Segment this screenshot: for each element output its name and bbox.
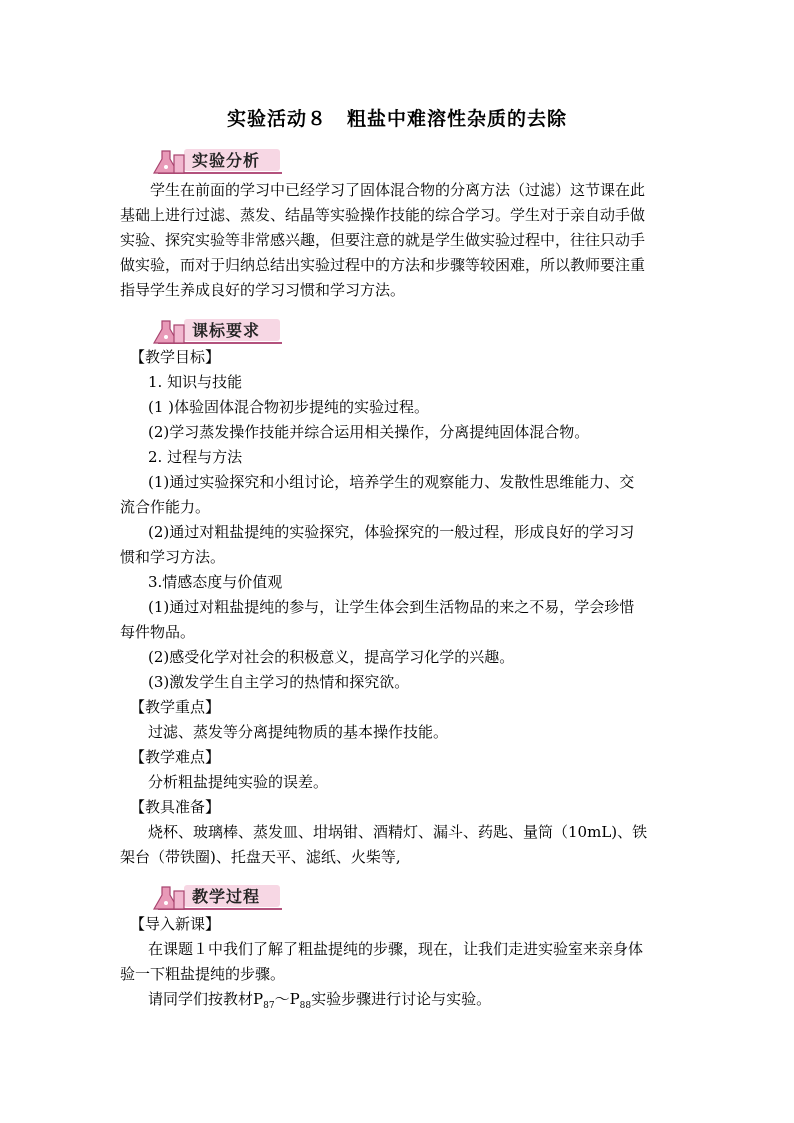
analysis-line: 指导学生养成良好的学习习惯和学习方法。 [120,281,406,299]
analysis-line: 实验、探究实验等非常感兴趣，但要注意的就是学生做实验过程中，往往只动手 [120,231,646,249]
section-badge-analysis [150,143,290,179]
instruction-pre: 请同学们按教材 [148,990,254,1008]
range-tilde: ～ [274,990,290,1008]
knowledge-heading: 1. 知识与技能 [148,373,243,391]
goals-heading: 【教学目标】 [130,348,221,366]
section-title: 教学过程 [192,887,261,906]
process-item: (1)通过实验探究和小组讨论，培养学生的观察能力、发散性思维能力、交 [148,473,635,491]
analysis-line: 基础上进行过滤、蒸发、结晶等实验操作技能的综合学习。学生对于亲自动手做 [120,206,646,224]
emotion-item-cont: 每件物品。 [120,623,196,641]
page-ref-start-num: 87 [263,1001,275,1011]
emotion-item: (1)通过对粗盐提纯的参与，让学生体会到生活物品的来之不易，学会珍惜 [148,598,635,616]
page-ref-end-num: 88 [299,1001,312,1011]
process-heading: 2. 过程与方法 [148,448,243,466]
tools-heading: 【教具准备】 [130,798,221,816]
process-item: (2)通过对粗盐提纯的实验探究，体验探究的一般过程，形成良好的学习习 [148,523,635,541]
tools-text-cont: 架台（带铁圈)、托盘天平、滤纸、火柴等, [120,848,401,866]
process-item-cont: 惯和学习方法。 [120,548,226,566]
section-title: 实验分析 [192,151,261,170]
page-ref-end: P [289,990,300,1008]
intro-instruction [148,987,708,1019]
emotion-heading: 3.情感态度与价值观 [148,573,283,591]
knowledge-item: (1 )体验固体混合物初步提纯的实验过程。 [148,398,430,416]
section-badge-requirements [150,313,290,349]
knowledge-item: (2)学习蒸发操作技能并综合运用相关操作，分离提纯固体混合物。 [148,423,590,441]
intro-text-cont: 验一下粗盐提纯的步骤。 [120,965,286,983]
emotion-item: (3)激发学生自主学习的热情和探究欲。 [148,673,410,691]
section-badge-process [150,879,290,915]
emotion-item: (2)感受化学对社会的积极意义，提高学习化学的兴趣。 [148,648,515,666]
analysis-line: 做实验，而对于归纳总结出实验过程中的方法和步骤等较困难，所以教师要注重 [120,256,646,274]
intro-heading: 【导入新课】 [130,915,221,933]
key-text: 过滤、蒸发等分离提纯物质的基本操作技能。 [148,723,449,741]
key-heading: 【教学重点】 [130,698,221,716]
section-title: 课标要求 [192,321,261,340]
process-item-cont: 流合作能力。 [120,498,211,516]
instruction-post: 实验步骤进行讨论与实验。 [311,990,492,1008]
difficulty-text: 分析粗盐提纯实验的误差。 [148,773,329,791]
page-ref-start: P [253,990,264,1008]
difficulty-heading: 【教学难点】 [130,748,221,766]
tools-text: 烧杯、玻璃棒、蒸发皿、坩埚钳、酒精灯、漏斗、药匙、量筒（10mL)、铁 [148,823,648,841]
analysis-line: 学生在前面的学习中已经学习了固体混合物的分离方法（过滤）这节课在此 [150,181,646,199]
page-title: 实验活动８ 粗盐中难溶性杂质的去除 [226,108,567,130]
intro-text: 在课题１中我们了解了粗盐提纯的步骤，现在，让我们走进实验室来亲身体 [148,940,644,958]
